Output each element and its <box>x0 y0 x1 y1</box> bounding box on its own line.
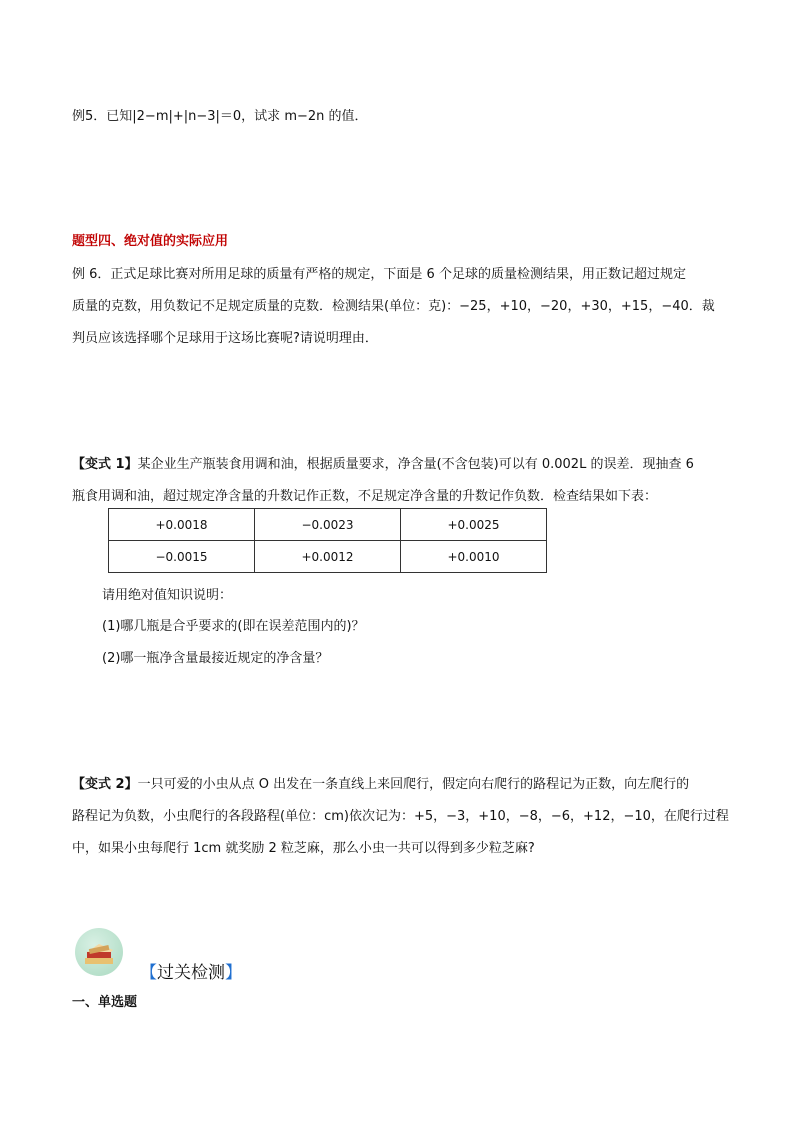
example-6-line-1: 例 6．正式足球比赛对所用足球的质量有严格的规定，下面是 6 个足球的质量检测结果，用正数记超过规定 <box>72 267 686 282</box>
variant-2-line-2: 路程记为负数，小虫爬行的各段路程(单位：cm)依次记为：+5，−3，+10，−8，−6，+12，−10，在爬行过程 <box>72 809 729 824</box>
variant-2-text: 一只可爱的小虫从点 O 出发在一条直线上来回爬行，假定向右爬行的路程记为正数，向左爬行的 <box>137 777 690 792</box>
variant-1-question-2: (2)哪一瓶净含量最接近规定的净含量？ <box>102 651 329 666</box>
bracket-right: 】 <box>225 963 242 983</box>
example-6-line-2: 质量的克数，用负数记不足规定质量的克数．检测结果(单位：克)：−25，+10，−20，+30，+15，−40．裁 <box>72 299 715 314</box>
table-cell: +0.0025 <box>401 509 547 541</box>
variant-2-label: 【变式 2】 <box>72 777 138 792</box>
variant-1-label: 【变式 1】 <box>72 457 138 472</box>
checkpoint-title-text: 过关检测 <box>157 963 225 983</box>
example-5: 例5．已知|2−m|+|n−3|＝0，试求 m−2n 的值． <box>72 109 368 124</box>
checkpoint-title <box>140 958 242 983</box>
table-cell: −0.0023 <box>255 509 401 541</box>
variant-1-line-1 <box>72 453 732 472</box>
variant-2-line-1 <box>72 773 732 792</box>
variant-1-line-2: 瓶食用调和油，超过规定净含量的升数记作正数，不足规定净含量的升数记作负数．检查结果如下表： <box>72 489 658 504</box>
variant-1-prompt: 请用绝对值知识说明： <box>102 588 233 603</box>
table-row <box>109 541 547 573</box>
variant-1-question-1: (1)哪几瓶是合乎要求的(即在误差范围内的)？ <box>102 619 365 634</box>
table-cell: +0.0018 <box>109 509 255 541</box>
example-6-line-3: 判员应该选择哪个足球用于这场比赛呢?请说明理由． <box>72 331 378 346</box>
variant-1-text: 某企业生产瓶装食用调和油，根据质量要求，净含量(不含包装)可以有 0.002L 的误差．现抽查 6 <box>137 457 694 472</box>
topic-4-heading: 题型四、绝对值的实际应用 <box>72 234 229 249</box>
table-cell: +0.0012 <box>255 541 401 573</box>
variant-2-line-3: 中，如果小虫每爬行 1cm 就奖励 2 粒芝麻，那么小虫一共可以得到多少粒芝麻? <box>72 841 535 856</box>
oil-deviation-table <box>108 508 547 573</box>
single-choice-heading: 一、单选题 <box>72 995 138 1010</box>
table-cell: +0.0010 <box>401 541 547 573</box>
books-icon <box>75 928 123 976</box>
bracket-left: 【 <box>140 963 157 983</box>
table-row <box>109 509 547 541</box>
table-cell: −0.0015 <box>109 541 255 573</box>
